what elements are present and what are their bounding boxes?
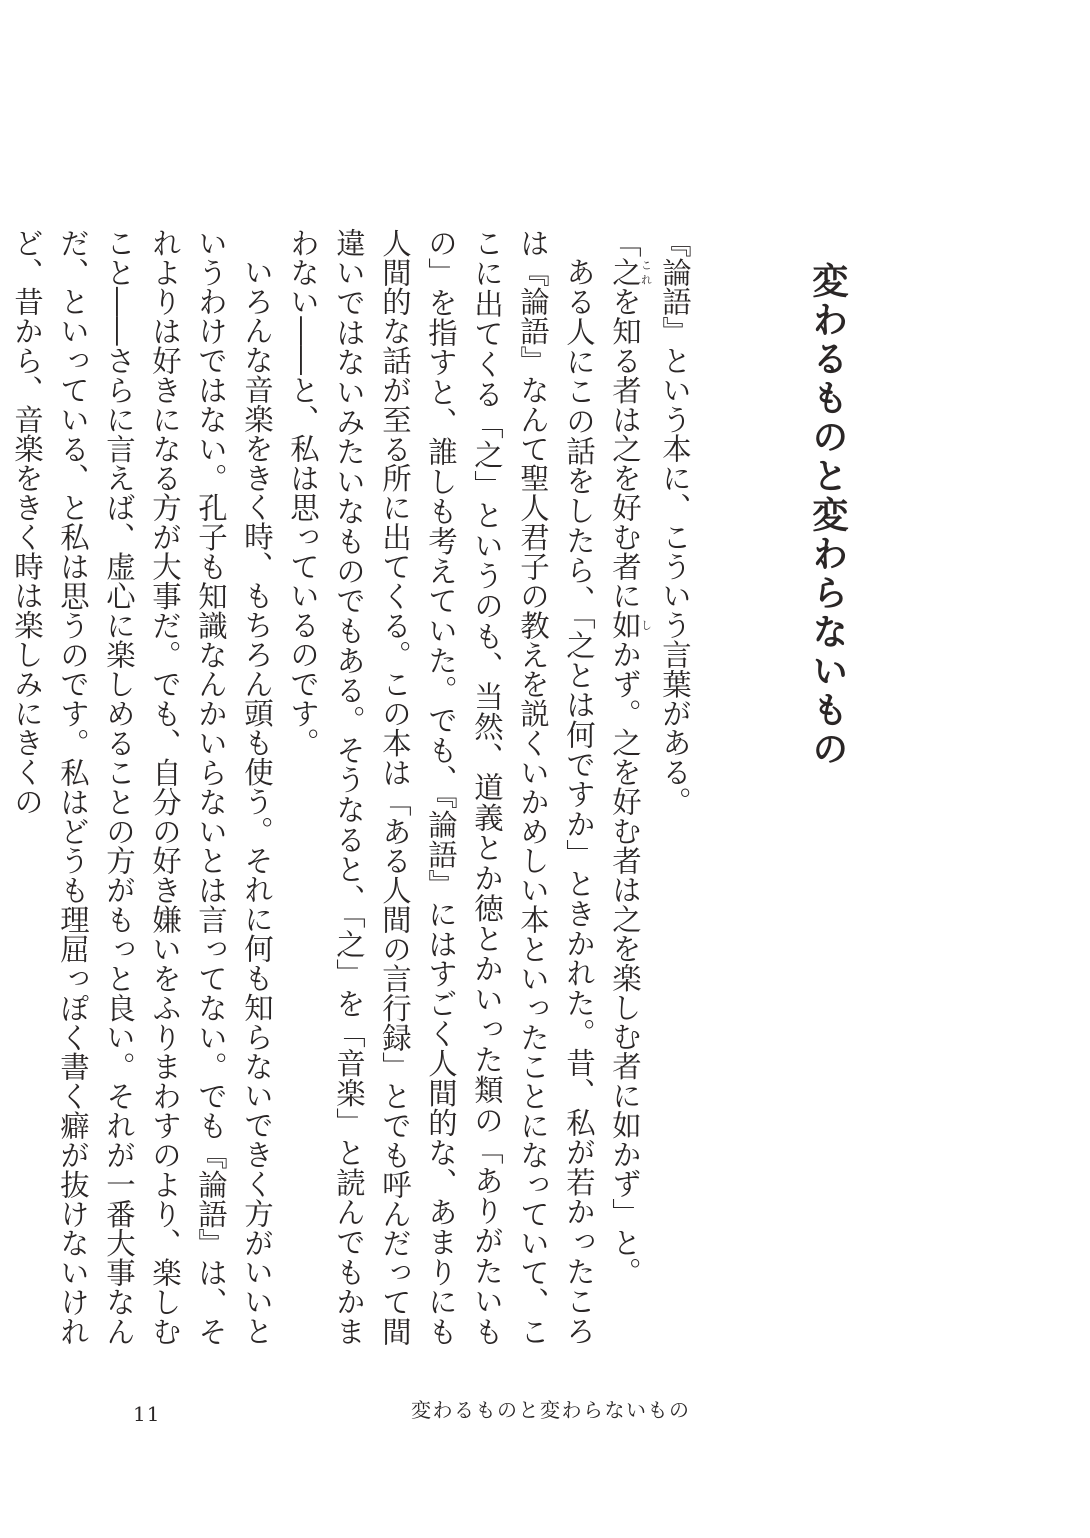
paragraph-3: ある人にこの話をしたら、「之とは何ですか」ときかれた。昔、私が若かったころは『論語』なんて聖人君子の教えを説くいかめしい本といったことになっていて、ここに出てくる「之」というのも、当然、道義とか徳とかいった類の「ありがたいもの」を指すと、誰しも考えていた。でも、『論語』にはすごく人間的な、あまりにも人間的な話が至る所に出てくる。この本は「ある人間の言行録」とでも呼んだって間違いではないみたいなものでもある。そうなると、「之」を「音楽」と読んでもかまわない――と、私は思っているのです。	[286, 228, 596, 1346]
quote-open: 「	[608, 228, 642, 258]
quote-middle: を知る者は之を好む者に	[608, 286, 642, 611]
running-head: 変わるものと変わらないもの	[411, 1398, 691, 1422]
ruby-reading-shi: し	[639, 610, 653, 640]
chapter-title: 変わるものと変わらないもの	[806, 262, 849, 769]
body-text	[10, 228, 698, 1346]
ruby-kore	[608, 257, 653, 287]
page-number: 11	[133, 1402, 161, 1426]
ruby-base-kore: 之	[608, 257, 642, 287]
paragraph-1: 『論語』という本に、こういう言葉がある。	[658, 228, 692, 816]
quote-rest: かず。之を好む者は之を楽しむ者に如かず」と。	[608, 639, 642, 1287]
ruby-shi	[608, 610, 653, 640]
paragraph-4: いろんな音楽をきく時、もちろん頭も使う。それに何も知らないできく方がいいというわけではない。孔子も知識なんかいらないとは言ってない。でも『論語』は、それよりは好きになる方が大事だ。でも、自分の好き嫌いをふりまわすのより、楽しむこと――さらに言えば、虚心に楽しめることの方がもっと良い。それが一番大事なんだ、といっている、と私は思うのです。私はどうも理屈っぽく書く癖が抜けないけれど、昔から、音楽をきく時は楽しみにきくの	[10, 228, 274, 1346]
ruby-base-shi: 如	[608, 610, 642, 640]
ruby-reading-kore: これ	[639, 257, 653, 287]
paragraph-2	[602, 228, 652, 1346]
